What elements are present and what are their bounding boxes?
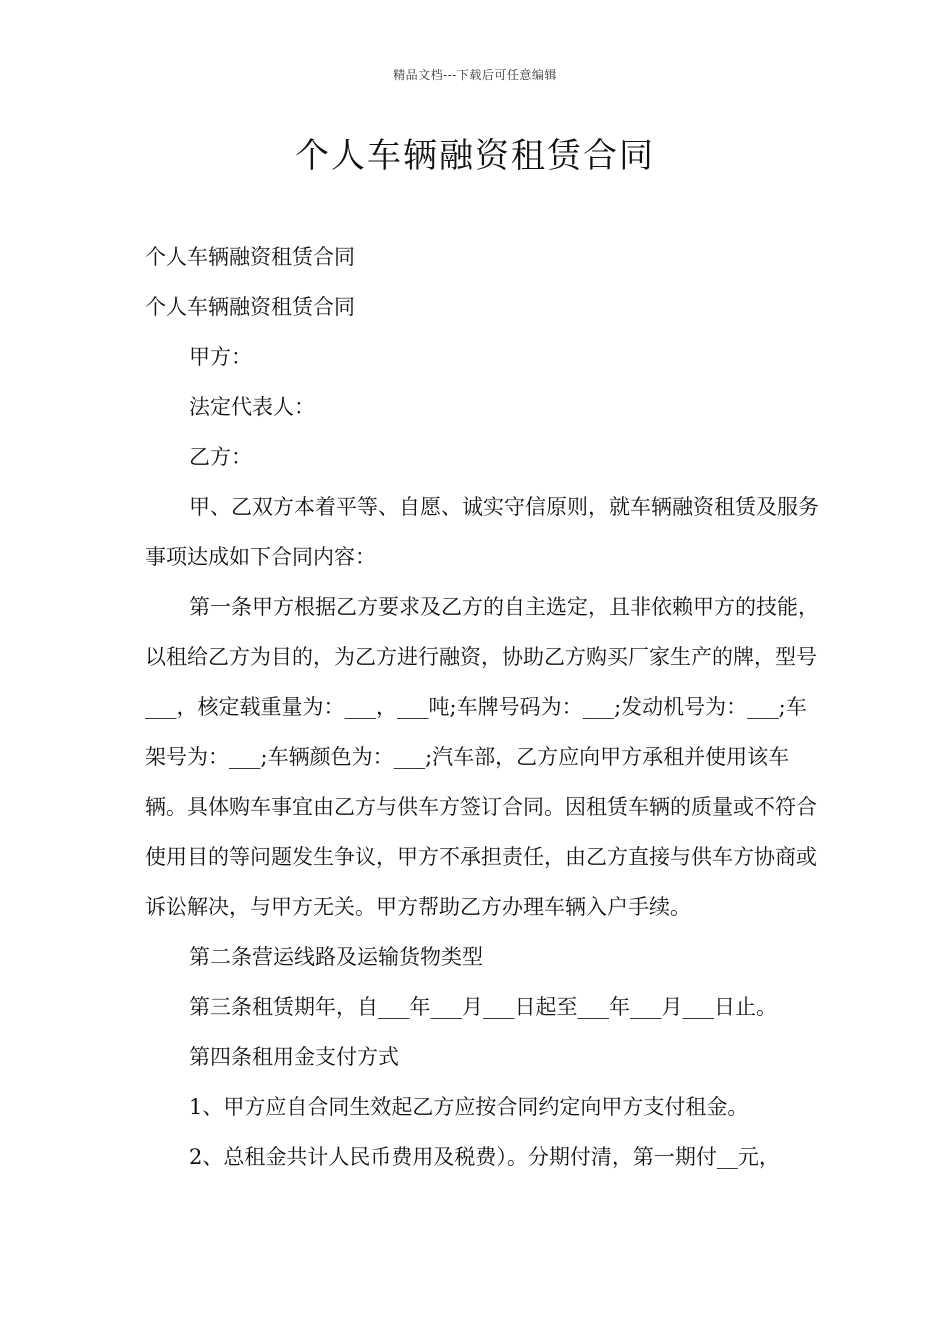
paragraph-subtitle-1: 个人车辆融资租赁合同 [145,245,355,269]
paragraph-article-4: 第四条租用金支付方式 [189,1045,399,1069]
paragraph-article-4-item-1: 1、甲方应自合同生效起乙方应按合同约定向甲方支付租金。 [189,1095,749,1119]
document-body [145,232,825,1182]
paragraph-party-b: 乙方： [189,445,252,469]
header-note: 精品文档---下载后可任意编辑 [393,68,557,82]
paragraph-subtitle-2: 个人车辆融资租赁合同 [145,295,355,319]
paragraph-legal-representative: 法定代表人： [189,395,315,419]
paragraph-article-2: 第二条营运线路及运输货物类型 [189,945,483,969]
paragraph-article-3: 第三条租赁期年，自___年___月___日起至___年___月___日止。 [189,995,777,1019]
document-title: 个人车辆融资租赁合同 [295,136,655,176]
paragraph-preamble: 甲、乙双方本着平等、自愿、诚实守信原则，就车辆融资租赁及服务事项达成如下合同内容： [145,495,819,569]
paragraph-article-4-item-2: 2、总租金共计人民币费用及税费）。分期付清，第一期付__元， [189,1145,780,1169]
paragraph-article-1: 第一条甲方根据乙方要求及乙方的自主选定，且非依赖甲方的技能，以租给乙方为目的，为乙方进行融资，协助乙方购买厂家生产的牌，型号___，核定载重量为：___，___吨;车牌号码为：___;发动机号为：___;车架号为：___;车辆颜色为：___;汽车部，乙方应向甲方承租并使用该车辆。具体购车事宜由乙方与供车方签订合同。因租赁车辆的质量或不符合使用目的等问题发生争议，甲方不承担责任，由乙方直接与供车方协商或诉讼解决，与甲方无关。甲方帮助乙方办理车辆入户手续。 [145,595,819,919]
paragraph-party-a: 甲方： [189,345,252,369]
